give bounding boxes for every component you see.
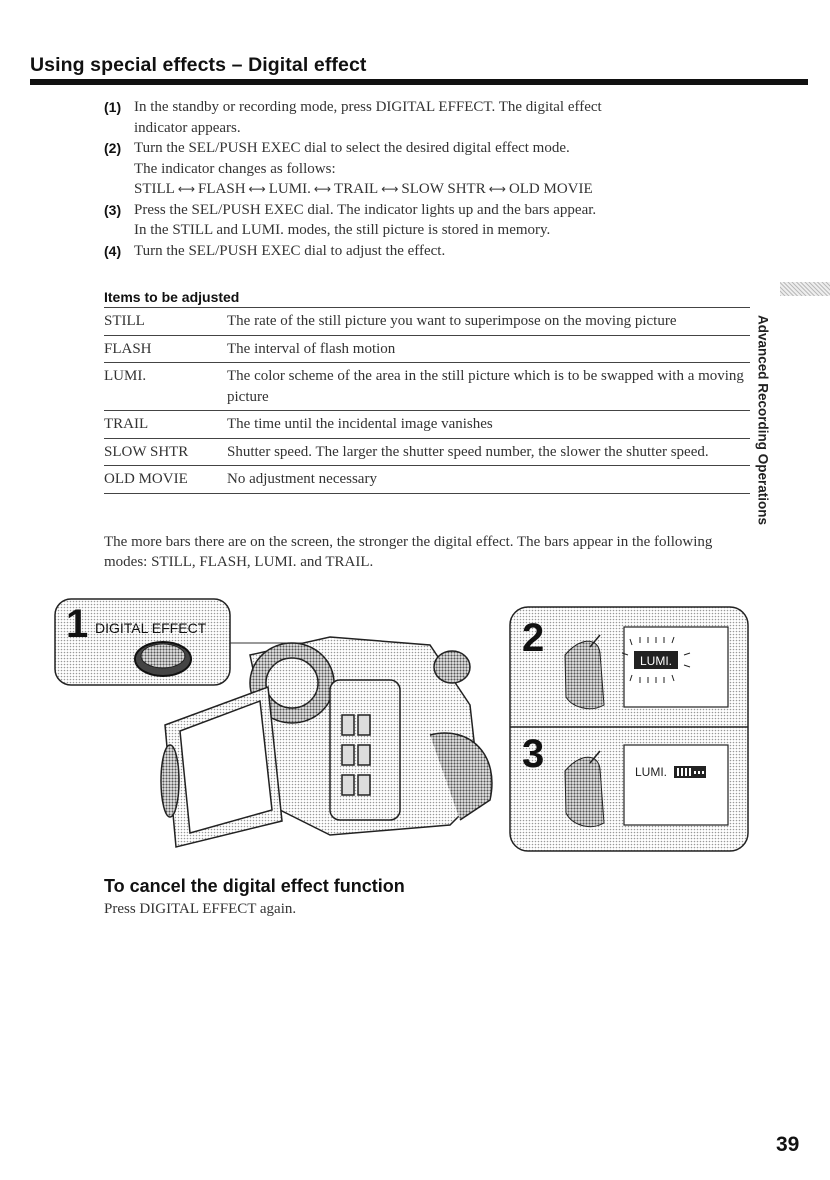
double-arrow-icon: ⟷ xyxy=(488,182,506,196)
step-line: Turn the SEL/PUSH EXEC dial to select the desired digital effect mode. xyxy=(134,140,570,156)
desc-cell: Shutter speed. The larger the shutter speed number, the slower the shutter speed. xyxy=(227,438,750,466)
desc-cell: The interval of flash motion xyxy=(227,335,750,363)
mode-cell: FLASH xyxy=(104,335,227,363)
steps-list xyxy=(104,97,764,261)
dial-press-icon xyxy=(565,757,604,826)
seq-mode: FLASH xyxy=(198,181,246,197)
lumi-indicator-lit: LUMI. xyxy=(635,765,668,779)
step-line: Turn the SEL/PUSH EXEC dial to adjust the effect. xyxy=(134,242,446,259)
items-title: Items to be adjusted xyxy=(104,289,240,305)
step-line: In the standby or recording mode, press DIGITAL EFFECT. The digital effect xyxy=(134,99,602,115)
step2-number: 2 xyxy=(522,616,545,660)
step-1 xyxy=(104,97,764,138)
step-number: (3) xyxy=(104,201,122,218)
table-row xyxy=(104,363,750,411)
viewfinder-display-3 xyxy=(624,745,728,825)
table-row xyxy=(104,466,750,494)
steps-2-3-panel xyxy=(510,607,748,851)
section-side-label xyxy=(748,310,778,530)
step1-callout xyxy=(55,599,230,685)
mode-cell: LUMI. xyxy=(104,363,227,411)
mode-cell: SLOW SHTR xyxy=(104,438,227,466)
digital-effect-label: DIGITAL EFFECT xyxy=(95,620,207,636)
table-row xyxy=(104,438,750,466)
step1-number: 1 xyxy=(66,602,89,646)
items-table xyxy=(104,307,750,494)
seq-mode: LUMI. xyxy=(268,181,311,197)
step-2 xyxy=(104,138,764,200)
lumi-indicator-text: LUMI. xyxy=(639,654,673,668)
seq-mode: TRAIL xyxy=(334,181,379,197)
table-row xyxy=(104,335,750,363)
step-number: (1) xyxy=(104,99,122,115)
step-3 xyxy=(104,200,764,241)
mode-cell: OLD MOVIE xyxy=(104,466,227,494)
step-number: (2) xyxy=(104,140,122,156)
mode-cell: TRAIL xyxy=(104,411,227,439)
dial-icon xyxy=(342,715,354,735)
mode-sequence xyxy=(134,179,764,200)
cancel-text: Press DIGITAL EFFECT again. xyxy=(104,901,297,917)
seq-mode: SLOW SHTR xyxy=(401,181,486,197)
effect-bars-icon xyxy=(674,766,706,778)
step3-number: 3 xyxy=(522,732,545,776)
page-number: 39 xyxy=(776,1133,800,1156)
seq-mode: OLD MOVIE xyxy=(508,181,593,197)
double-arrow-icon: ⟷ xyxy=(248,182,266,196)
side-label-text: Advanced Recording Operations xyxy=(755,314,771,526)
section-tab-marker xyxy=(780,282,830,296)
dial-turn-icon xyxy=(565,641,604,708)
mode-cell: STILL xyxy=(104,308,227,336)
seq-mode: STILL xyxy=(134,181,175,197)
table-row xyxy=(104,308,750,336)
cancel-heading: To cancel the digital effect function xyxy=(104,876,405,896)
step-4 xyxy=(104,241,764,262)
double-arrow-icon: ⟷ xyxy=(381,182,399,196)
double-arrow-icon: ⟷ xyxy=(177,182,196,196)
desc-cell: The time until the incidental image vanishes xyxy=(227,411,750,439)
page-heading: Using special effects – Digital effect xyxy=(30,54,367,76)
heading-rule xyxy=(30,79,808,85)
bars-note: The more bars there are on the screen, the stronger the digital effect. The bars appear in the following modes: STILL, FLASH, LUMI. and TRAIL. xyxy=(104,534,713,570)
step-line: In the STILL and LUMI. modes, the still picture is stored in memory. xyxy=(134,222,551,238)
step-line: indicator appears. xyxy=(134,119,241,136)
desc-cell: No adjustment necessary xyxy=(227,466,750,494)
double-arrow-icon: ⟷ xyxy=(313,182,332,196)
desc-cell: The color scheme of the area in the still picture which is to be swapped with a moving picture xyxy=(227,363,750,411)
step-line: Press the SEL/PUSH EXEC dial. The indicator lights up and the bars appear. xyxy=(134,201,597,218)
desc-cell: The rate of the still picture you want to superimpose on the moving picture xyxy=(227,308,750,336)
step-number: (4) xyxy=(104,242,122,259)
table-row xyxy=(104,411,750,439)
camcorder-illustration xyxy=(0,585,830,865)
step-line: The indicator changes as follows: xyxy=(134,160,336,177)
